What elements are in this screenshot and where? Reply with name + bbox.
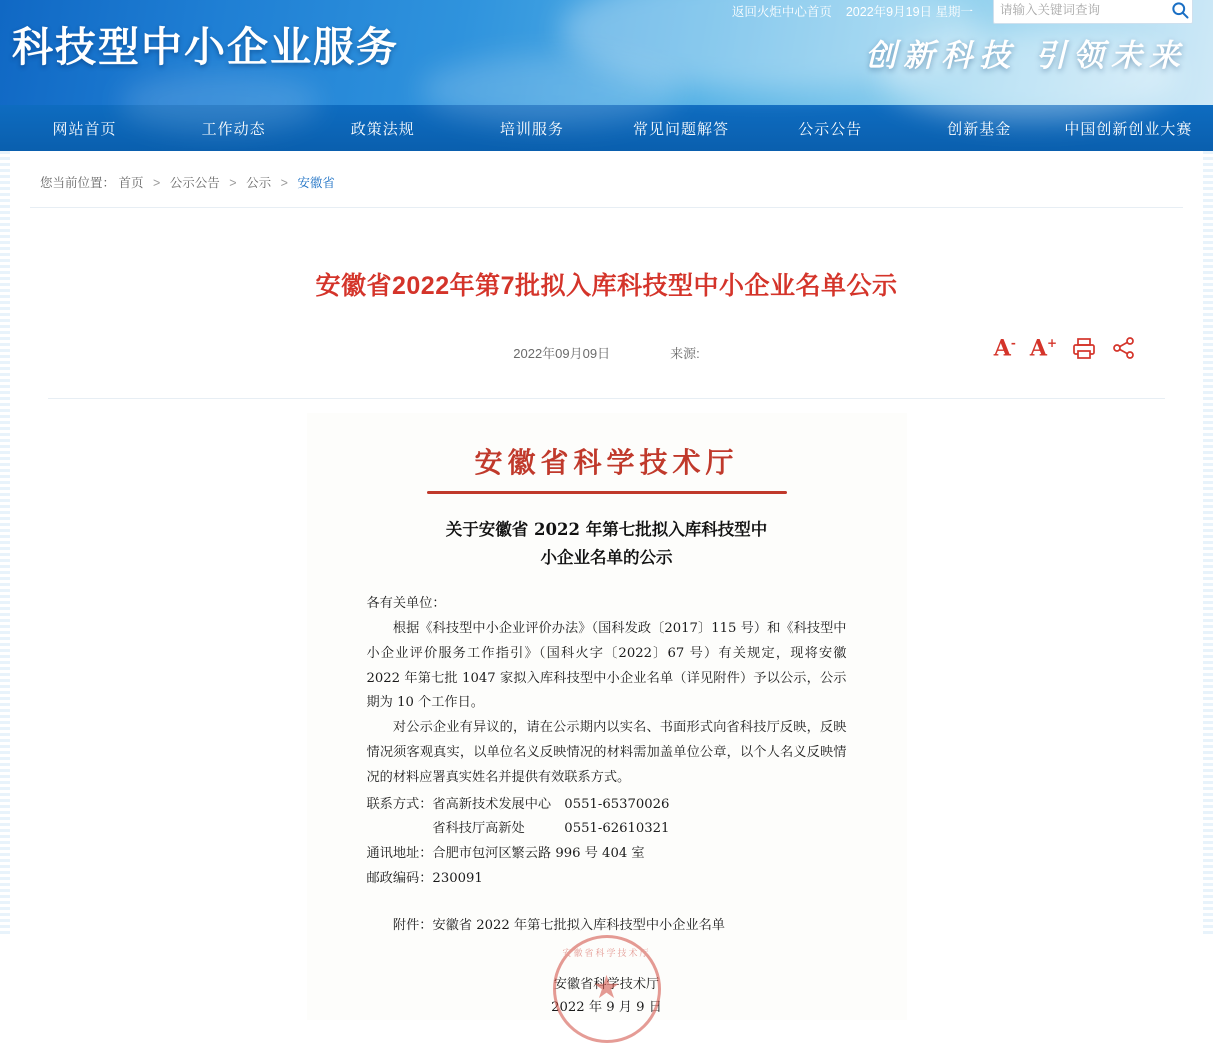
source-label: 来源: [670, 345, 700, 361]
search-input[interactable] [994, 0, 1167, 23]
font-increase-sign: + [1046, 335, 1057, 350]
page-body [0, 151, 1213, 1016]
font-decrease-button[interactable]: A- [993, 335, 1016, 362]
content-divider [48, 398, 1165, 399]
document-paragraph: 根据《科技型中小企业评价办法》（国科发政〔2017〕115 号）和《科技型中小企业评价服务工作指引》（国科火字〔2022〕67 号）有关规定，现将安徽 2022 年第七批 1047 家拟入库科技型中小企业名单（详见附件）予以公示，公示期为 10 个工作日。 [366, 620, 847, 711]
breadcrumb-separator: > [280, 176, 288, 190]
document-signature [367, 948, 847, 1021]
font-increase-button[interactable]: A+ [1029, 335, 1057, 362]
banner-decoration [120, 72, 320, 132]
search-box[interactable] [993, 0, 1193, 24]
nav-item-training[interactable]: 培训服务 [499, 120, 564, 138]
document-contact-line: 联系方式：省高新技术发展中心 0551-65370026 [366, 796, 670, 812]
site-slogan: 创新科技 引领未来 [865, 38, 1187, 74]
search-icon [1170, 0, 1190, 20]
document-title-line2: 小企业名单的公示 [540, 548, 673, 568]
print-icon [1071, 336, 1097, 360]
announcement-document-image [307, 413, 907, 1020]
breadcrumb-item-anhui[interactable]: 安徽省 [297, 176, 335, 190]
breadcrumb-separator: > [153, 176, 161, 190]
nav-item-policies[interactable]: 政策法规 [350, 120, 415, 138]
document-org-header: 安徽省科学技术厅 [474, 446, 739, 479]
nav-item-faq[interactable]: 常见问题解答 [633, 120, 730, 138]
font-decrease-sign: - [1010, 335, 1016, 350]
back-to-torch-center-link[interactable]: 返回火炬中心首页 [731, 5, 832, 19]
search-button[interactable] [1167, 0, 1192, 23]
breadcrumb-item-home[interactable]: 首页 [118, 176, 144, 190]
left-decorative-strip [0, 151, 10, 936]
document-signature-org: 安徽省科学技术厅 [553, 976, 660, 992]
document-contacts [367, 793, 847, 892]
breadcrumb [30, 151, 1183, 208]
document-contact-line: 邮政编码：230091 [366, 871, 483, 887]
right-decorative-strip [1203, 151, 1213, 936]
current-date-label: 2022年9月19日 星期一 [845, 5, 973, 19]
page-title: 安徽省2022年第7批拟入库科技型中小企业名单公示 [315, 272, 898, 300]
document-paragraph: 对公示企业有异议的，请在公示期内以实名、书面形式向省科技厅反映，反映情况须客观真实，以单位名义反映情况的材料需加盖单位公章，以个人名义反映情况的材料应署真实姓名并提供有效联系方式。 [366, 720, 847, 785]
document-signature-date: 2022 年 9 月 9 日 [551, 1000, 662, 1016]
print-button[interactable] [1071, 336, 1097, 360]
document-attachment-line: 附件：安徽省 2022 年第七批拟入库科技型中小企业名单 [392, 917, 725, 933]
document-contact-line: 省科技厅高新处 0551-62610321 [366, 821, 670, 837]
nav-item-announcements[interactable]: 公示公告 [798, 120, 863, 138]
document-body [367, 592, 847, 1020]
nav-item-work-news[interactable]: 工作动态 [201, 120, 266, 138]
share-icon [1111, 336, 1137, 360]
nav-item-innovation-fund[interactable]: 创新基金 [947, 120, 1012, 138]
content-area [10, 151, 1203, 1016]
site-title: 科技型中小企业服务 [12, 23, 399, 71]
document-salutation: 各有关单位： [366, 596, 446, 612]
site-banner [0, 0, 1213, 105]
share-button[interactable] [1111, 336, 1137, 360]
article-meta [30, 332, 1183, 372]
document-title [367, 516, 847, 572]
breadcrumb-prefix: 您当前位置： [40, 176, 116, 190]
document-title-line1: 关于安徽省 2022 年第七批拟入库科技型中 [445, 520, 768, 539]
banner-decoration [420, 55, 680, 125]
document-contact-line: 通讯地址：合肥市包河区繁云路 996 号 404 室 [366, 846, 645, 862]
article-tools [994, 336, 1137, 360]
publish-date: 2022年09月09日 [513, 345, 611, 361]
top-links [732, 0, 973, 22]
breadcrumb-item-publicity[interactable]: 公示 [246, 176, 272, 190]
seal-text: ★ 安徽省科学技术厅 [562, 948, 651, 959]
breadcrumb-item-announcements[interactable]: 公示公告 [169, 176, 220, 190]
nav-item-home[interactable]: 网站首页 [52, 120, 117, 138]
breadcrumb-separator: > [229, 176, 237, 190]
nav-item-innovation-contest[interactable]: 中国创新创业大赛 [1064, 120, 1193, 138]
document-header-rule [427, 491, 787, 494]
